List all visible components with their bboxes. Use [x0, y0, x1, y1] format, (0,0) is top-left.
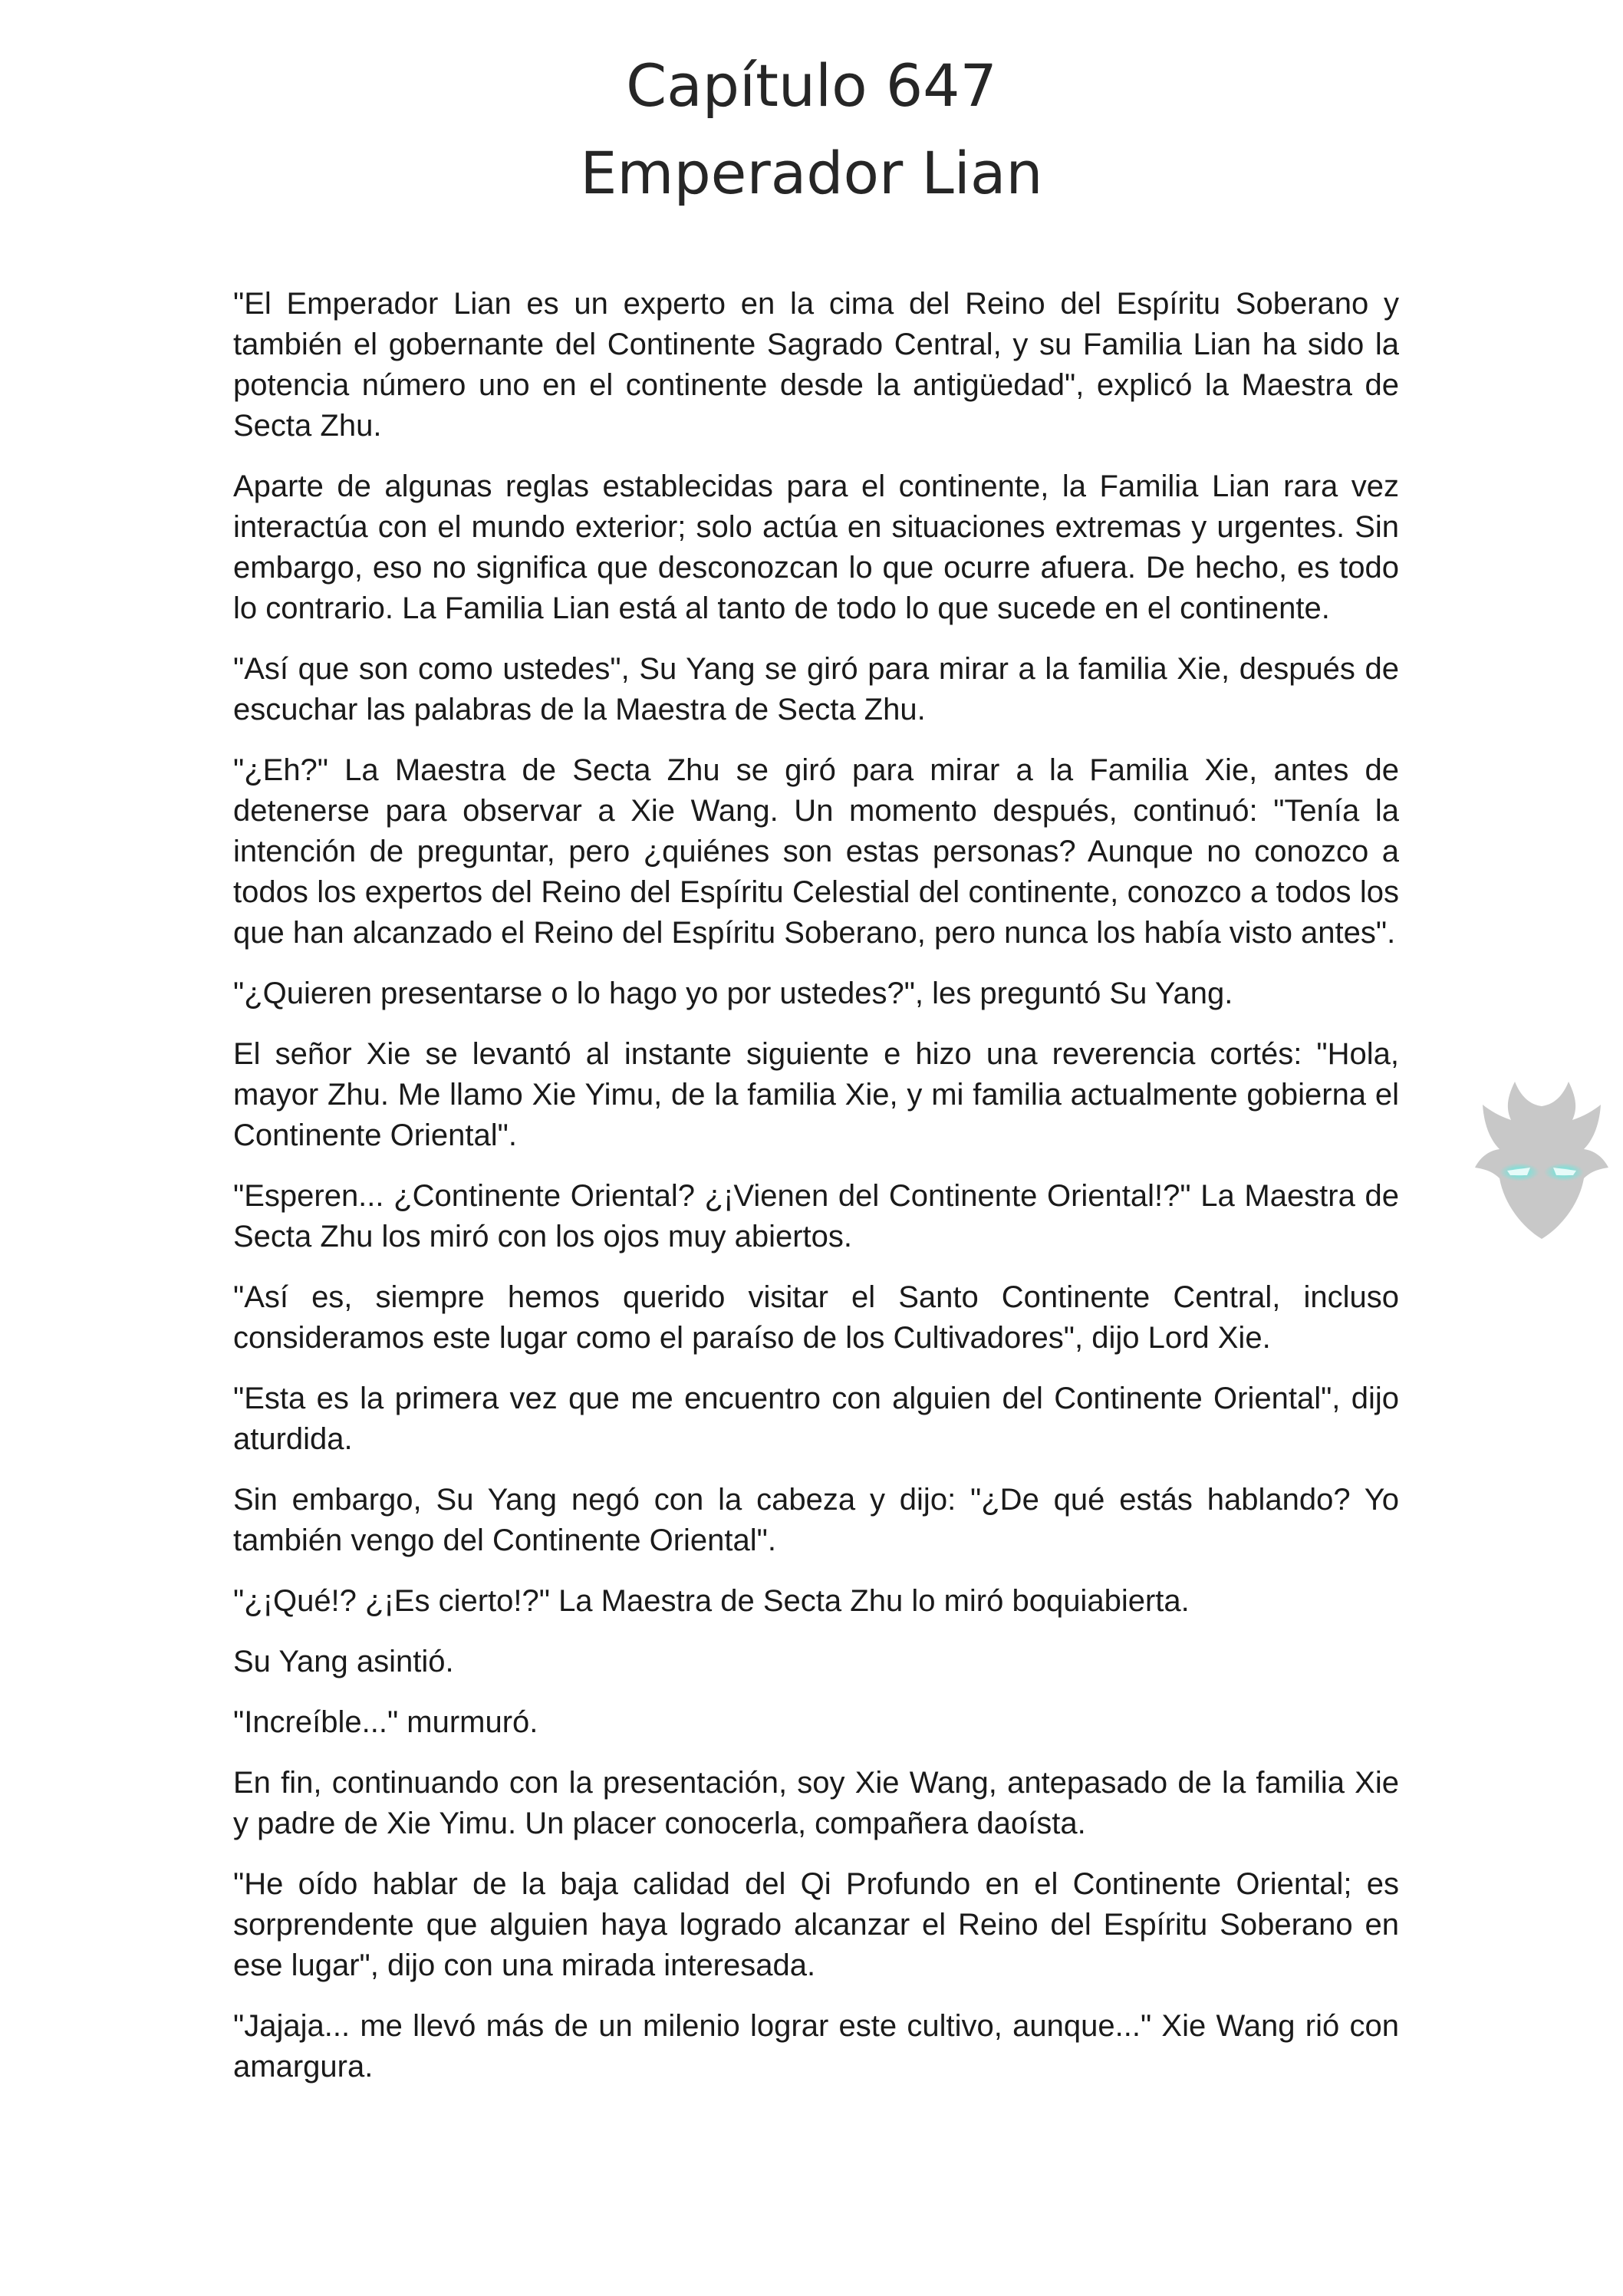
paragraph: Su Yang asintió.	[233, 1645, 454, 1678]
paragraph: El señor Xie se levantó al instante siguiente e hizo una reverencia cortés: "Hola, mayor Zhu. Me llamo Xie Yimu, de la familia Xie, y mi familia actualmente gobierna el Continente Oriental".	[233, 1037, 1399, 1152]
paragraph: "Así que son como ustedes", Su Yang se giró para mirar a la familia Xie, después de escuchar las palabras de la Maestra de Secta Zhu.	[233, 652, 1399, 726]
paragraph: "Esta es la primera vez que me encuentro con alguien del Continente Oriental", dijo aturdida.	[233, 1382, 1399, 1456]
chapter-header	[0, 42, 1623, 217]
paragraph: "¿Quieren presentarse o lo hago yo por ustedes?", les preguntó Su Yang.	[233, 977, 1233, 1010]
paragraph: "¿¡Qué!? ¿¡Es cierto!?" La Maestra de Secta Zhu lo miró boquiabierta.	[233, 1584, 1190, 1618]
paragraph: "¿Eh?" La Maestra de Secta Zhu se giró para mirar a la Familia Xie, antes de detenerse para observar a Xie Wang. Un momento después, continuó: "Tenía la intención de preguntar, pero ¿quiénes son estas personas? Aunque no conozco a todos los expertos del Reino del Espíritu Celestial del continente, conozco a todos los que han alcanzado el Reino del Espíritu Soberano, pero nunca los había visto antes".	[233, 753, 1399, 950]
paragraph: "El Emperador Lian es un experto en la cima del Reino del Espíritu Soberano y también el gobernante del Continente Sagrado Central, y su Familia Lian ha sido la potencia número uno en el continente desde la antigüedad", explicó la Maestra de Secta Zhu.	[233, 287, 1399, 443]
paragraph: En fin, continuando con la presentación, soy Xie Wang, antepasado de la familia Xie y padre de Xie Yimu. Un placer conocerla, compañera daoísta.	[233, 1766, 1399, 1840]
paragraph: "Jajaja... me llevó más de un milenio lograr este cultivo, aunque..." Xie Wang rió con amargura.	[233, 2009, 1399, 2084]
paragraph: "Así es, siempre hemos querido visitar el Santo Continente Central, incluso consideramos este lugar como el paraíso de los Cultivadores", dijo Lord Xie.	[233, 1280, 1399, 1355]
paragraph: "Increíble..." murmuró.	[233, 1705, 538, 1739]
paragraph: "Esperen... ¿Continente Oriental? ¿¡Vienen del Continente Oriental!?" La Maestra de Secta Zhu los miró con los ojos muy abiertos.	[233, 1179, 1399, 1253]
chapter-number: Capítulo 647	[626, 51, 997, 120]
demon-head-icon	[1469, 1074, 1615, 1243]
chapter-body	[233, 284, 1399, 2107]
paragraph: Aparte de algunas reglas establecidas para el continente, la Familia Lian rara vez interactúa con el mundo exterior; solo actúa en situaciones extremas y urgentes. Sin embargo, eso no significa que desconozcan lo que ocurre afuera. De hecho, es todo lo contrario. La Familia Lian está al tanto de todo lo que sucede en el continente.	[233, 469, 1399, 625]
paragraph: "He oído hablar de la baja calidad del Qi Profundo en el Continente Oriental; es sorprendente que alguien haya logrado alcanzar el Reino del Espíritu Soberano en ese lugar", dijo con una mirada interesada.	[233, 1867, 1399, 1982]
paragraph: Sin embargo, Su Yang negó con la cabeza y dijo: "¿De qué estás hablando? Yo también vengo del Continente Oriental".	[233, 1483, 1399, 1557]
chapter-title: Emperador Lian	[580, 139, 1043, 207]
